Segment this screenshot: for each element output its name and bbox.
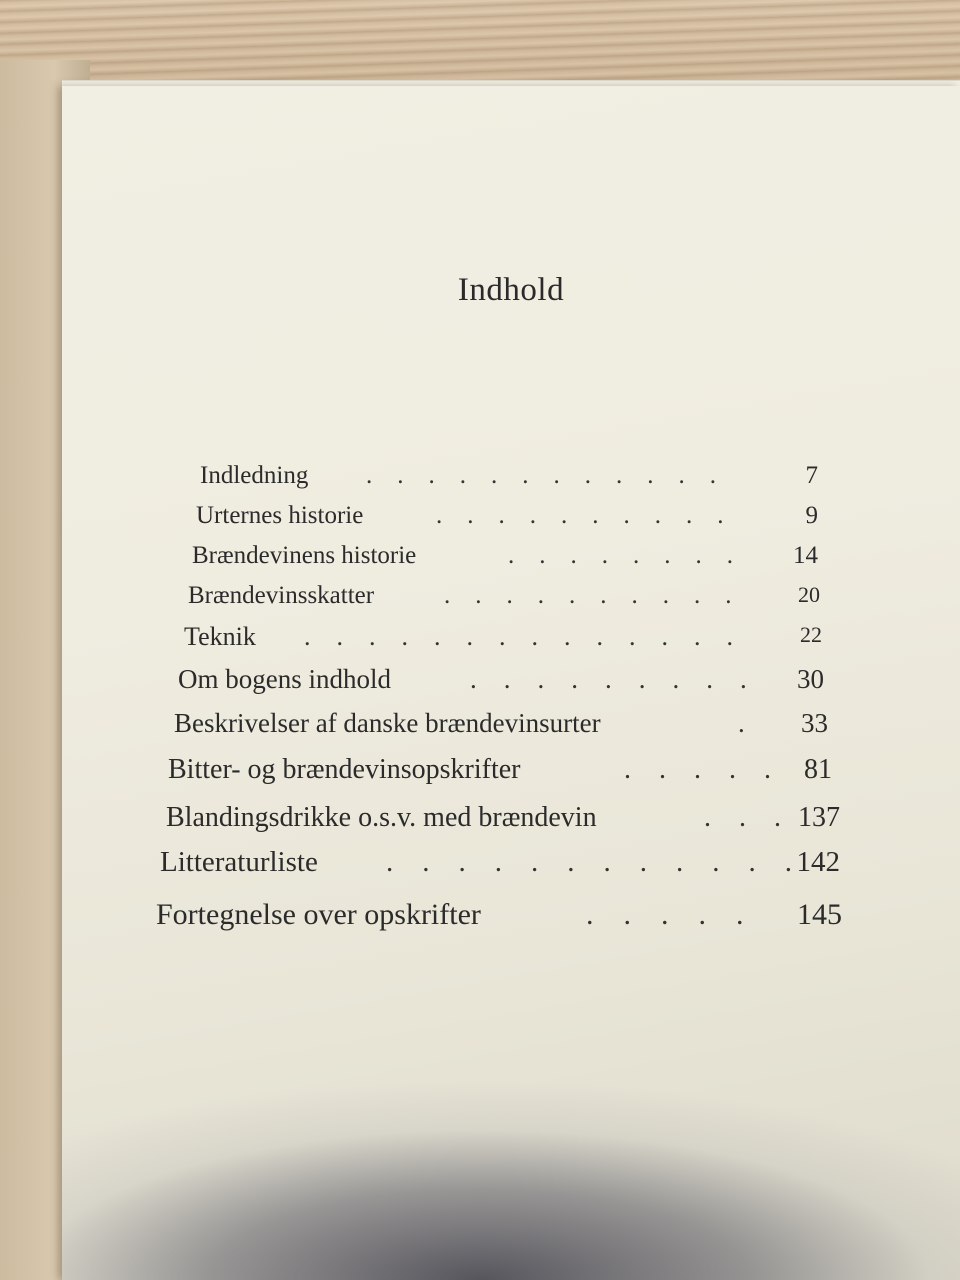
- toc-entry-page: 81: [804, 754, 832, 785]
- toc-entry-page: 142: [796, 846, 840, 878]
- leader-dots: . . . . . . . . .: [470, 664, 747, 694]
- toc-entry-page: 7: [805, 462, 818, 489]
- toc-entry-label: Brændevinens historie: [192, 542, 417, 569]
- toc-entry-page: 145: [797, 898, 842, 931]
- leader-dots: . . . . . . . . . . . . . .: [304, 622, 733, 651]
- book-page: [62, 86, 960, 1280]
- toc-entry-label: Teknik: [184, 622, 256, 651]
- leader-dots: . . .: [704, 802, 781, 833]
- toc-entry-label: Litteraturliste: [160, 846, 318, 878]
- leader-dots: . . . . . . . .: [508, 542, 733, 569]
- leader-dots: . . . . . . . . . . . .: [386, 846, 792, 878]
- toc-entry-label: Indledning: [200, 462, 309, 489]
- toc-entry-page: 137: [798, 802, 840, 833]
- leader-dots: . . . . .: [586, 898, 744, 931]
- toc-entry-label: Brændevinsskatter: [188, 582, 375, 609]
- leader-dots: . . . . .: [624, 754, 771, 785]
- toc-entry-page: 14: [793, 542, 818, 569]
- leader-dots: .: [738, 708, 745, 738]
- toc-entry-label: Fortegnelse over opskrifter: [156, 898, 481, 931]
- toc-entry-label: Bitter- og brændevinsopskrifter: [168, 754, 521, 785]
- toc-entry-label: Om bogens indhold: [178, 664, 391, 694]
- toc-entry-label: Blandingsdrikke o.s.v. med brændevin: [166, 802, 597, 833]
- leader-dots: . . . . . . . . . . . .: [366, 462, 716, 489]
- page-title: Indhold: [457, 272, 565, 308]
- leader-dots: . . . . . . . . . .: [436, 502, 724, 529]
- toc-entry-page: 30: [797, 664, 824, 694]
- toc-entry-page: 33: [801, 708, 828, 738]
- toc-entry-label: Urternes historie: [196, 502, 364, 529]
- toc-entry-page: 22: [800, 622, 822, 647]
- toc-entry-page: 20: [798, 582, 820, 607]
- toc-entry-label: Beskrivelser af danske brændevinsurter: [174, 708, 601, 738]
- leader-dots: . . . . . . . . . .: [444, 582, 732, 609]
- hand-shadow: [62, 1040, 960, 1280]
- toc-entry-page: 9: [805, 502, 818, 529]
